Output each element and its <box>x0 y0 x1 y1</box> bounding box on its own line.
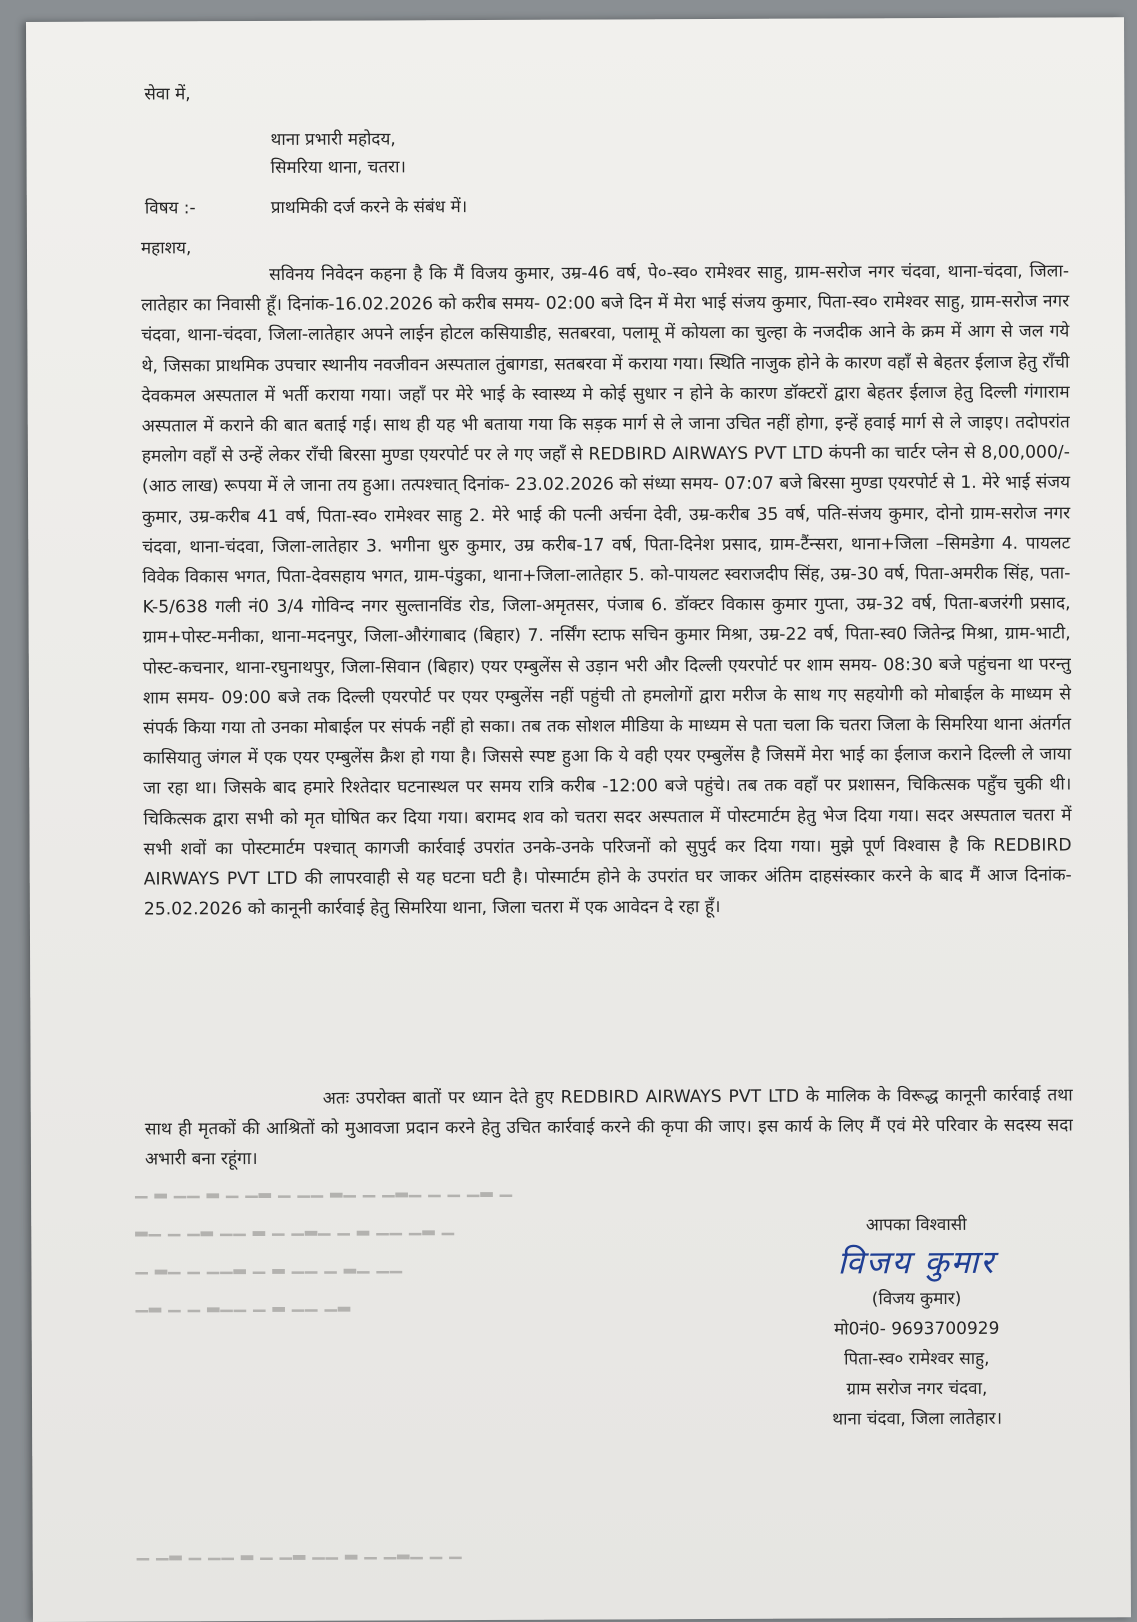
body-paragraph-2: अतः उपरोक्त बातों पर ध्यान देते हुए REDBIRD AIRWAYS PVT LTD के मालिक के विरूद्ध कानूनी कार्रवाई तथा साथ ही मृतकों की आश्रितों को मुआवजा प्रदान करने हेतु उचित कार्रवाई करने की कृपा की जाए। इस कार्य के लिए मैं एवं मेरे परिवार के सदस्य सदा अभारी बना रहूंगा। <box>144 1085 1073 1170</box>
bleed-through-mark: ▁▂ ▁ ▁ ▂▁▁ ▁ ▂ ▁▁ ▁▂ <box>135 1292 352 1313</box>
father-name: पिता-स्व० रामेश्वर साहु, <box>844 1348 990 1370</box>
greeting: महाशय, <box>140 238 192 259</box>
mobile-number: मो0नं0- 9693700929 <box>833 1318 1000 1340</box>
recipient-line-2: सिमरिया थाना, चतरा। <box>270 157 406 178</box>
bleed-through-mark: ▁ ▂ ▁▁ ▂ ▁ ▁▂ ▁ ▁▁ ▂▁ ▁ ▁▂▁ ▁ ▁ ▁▂ ▁ <box>135 1177 514 1199</box>
letter-page <box>26 17 1131 1622</box>
subject-label: विषय :- <box>144 198 196 219</box>
signatory-name: (विजय कुमार) <box>871 1288 962 1310</box>
salutation-to: सेवा में, <box>144 84 191 105</box>
handwritten-signature: विजय कुमार <box>837 1242 996 1282</box>
bleed-through-mark: ▁ ▁▂ ▁ ▁▁ ▂ ▁ ▁▂ ▁▁ ▂ ▁ ▁▂▁ ▁ ▁ <box>136 1540 463 1561</box>
signature-block <box>786 1210 1047 1435</box>
subject-text: प्राथमिकी दर्ज करने के संबंध में। <box>270 197 468 218</box>
village-address: ग्राम सरोज नगर चंदवा, <box>846 1378 988 1400</box>
closing-text: आपका विश्वासी <box>865 1214 967 1236</box>
recipient-line-1: थाना प्रभारी महोदय, <box>270 129 396 150</box>
bleed-through-mark: ▂▁ ▁ ▁▂ ▁▁ ▂ ▁ ▁▂▁ ▁ ▂ ▁▁ ▁▂ ▁ <box>135 1216 456 1237</box>
bleed-through-mark: ▁ ▂▁ ▁ ▁▁▂ ▁ ▂ ▁▁ ▁ ▂▁ ▁▁ <box>135 1254 404 1275</box>
body-paragraph-1: सविनय निवेदन कहना है कि मैं विजय कुमार, उम्र-46 वर्ष, पे०-स्व० रामेश्वर साहु, ग्राम-सरोज नगर चंदवा, थाना-चंदवा, जिला-लातेहार का निवासी हूँ। दिनांक-16.02.2026 को करीब समय- 02:00 बजे दिन में मेरा भाई संजय कुमार, पिता-स्व० रामेश्वर साहु, ग्राम-सरोज नगर चंदवा, थाना-चंदवा, जिला-लातेहार अपने लाईन होटल कसियाडीह, सतबरवा, पलामू में कोयला का चुल्हा के नजदीक आने के क्रम में आग से जल गये थे, जिसका प्राथमिक उपचार स्थानीय नवजीवन अस्पताल तुंबागडा, सतबरवा में कराया गया। स्थिति नाजुक होने के कारण वहाँ से बेहतर ईलाज हेतु राँची देवकमल अस्पताल में भर्ती कराया गया। जहाँ पर मेरे भाई के स्वास्थ्य मे कोई सुधार न होने के कारण डॉक्टरों द्वारा बेहतर ईलाज हेतु दिल्ली गंगाराम अस्पताल में कराने की बात बताई गई। साथ ही यह भी बताया गया कि सड़क मार्ग से ले जाना उचित नहीं होगा, इन्हें हवाई मार्ग से ले जाइए। तदोपरांत हमलोग वहाँ से उन्हें लेकर राँची बिरसा मुण्डा एयरपोर्ट पर ले गए जहाँ से REDBIRD AIRWAYS PVT LTD कंपनी का चार्टर प्लेन से 8,00,000/- (आठ लाख) रूपया में ले जाना तय हुआ। तत्पश्चात् दिनांक- 23.02.2026 को संध्या समय- 07:07 बजे बिरसा मुण्डा एयरपोर्ट से 1. मेरे भाई संजय कुमार, उम्र-करीब 41 वर्ष, पिता-स्व० रामेश्वर साहु 2. मेरे भाई की पत्नी अर्चना देवी, उम्र-करीब 35 वर्ष, पति-संजय कुमार, दोनो ग्राम-सरोज नगर चंदवा, थाना-चंदवा, जिला-लातेहार 3. भगीना धुरु कुमार, उम्र करीब-17 वर्ष, पिता-दिनेश प्रसाद, ग्राम-टैंन्सरा, थाना+जिला –सिमडेगा 4. पायलट विवेक विकास भगत, पिता-देवसहाय भगत, ग्राम-पंडुका, थाना+जिला-लातेहार 5. को-पायलट स्वराजदीप सिंह, उम्र-30 वर्ष, पिता-अमरीक सिंह, पता- K-5/638 गली नं0 3/4 गोविन्द नगर सुल्तानविंड रोड, जिला-अमृतसर, पंजाब 6. डॉक्टर विकास कुमार गुप्ता, उम्र-32 वर्ष, पिता-बजरंगी प्रसाद, ग्राम+पोस्ट-मनीका, थाना-मदनपुर, जिला-औरंगाबाद (बिहार) 7. नर्सिंग स्टाफ सचिन कुमार मिश्रा, उम्र-22 वर्ष, पिता-स्व0 जितेन्द्र मिश्रा, ग्राम-भाटी, पोस्ट-कचनार, थाना-रघुनाथपुर, जिला-सिवान (बिहार) एयर एम्बुलेंस से उड़ान भरी और दिल्ली एयरपोर्ट पर शाम समय- 08:30 बजे पहुंचना था परन्तु शाम समय- 09:00 बजे तक दिल्ली एयरपोर्ट पर एयर एम्बुलेंस नहीं पहुंची तो हमलोगों द्वारा मरीज के साथ गए सहयोगी को मोबाईल के माध्यम से संपर्क किया गया तो उनका मोबाईल पर संपर्क नहीं हो सका। तब तक सोशल मीडिया के माध्यम से पता चला कि चतरा जिला के सिमरिया थाना अंतर्गत कासियातु जंगल में एक एयर एम्बुलेंस क्रैश हो गया है। जिससे स्पष्ट हुआ कि ये वही एयर एम्बुलेंस है जिसमें मेरा भाई का ईलाज कराने दिल्ली ले जाया जा रहा था। जिसके बाद हमारे रिश्तेदार घटनास्थल पर समय रात्रि करीब -12:00 बजे पहुंचे। तब तक वहाँ पर प्रशासन, चिकित्सक पहुँच चुकी थी। चिकित्सक द्वारा सभी को मृत घोषित कर दिया गया। बरामद शव को चतरा सदर अस्पताल में पोस्टमार्टम हेतु भेज दिया गया। सदर अस्पताल चतरा में सभी शवों का पोस्टमार्टम पश्चात् कागजी कार्रवाई उपरांत उनके-उनके परिजनों को सुपुर्द कर दिया गया। मुझे पूर्ण विश्वास है कि REDBIRD AIRWAYS PVT LTD की लापरवाही से यह घटना घटी है। पोस्मार्टम होने के उपरांत घर जाकर अंतिम दाहसंस्कार करने के बाद मैं आज दिनांक- 25.02.2026 को कानूनी कार्रवाई हेतु सिमरिया थाना, जिला चतरा में एक आवेदन दे रहा हूँ। <box>141 261 1072 920</box>
police-station-district: थाना चंदवा, जिला लातेहार। <box>832 1408 1003 1430</box>
